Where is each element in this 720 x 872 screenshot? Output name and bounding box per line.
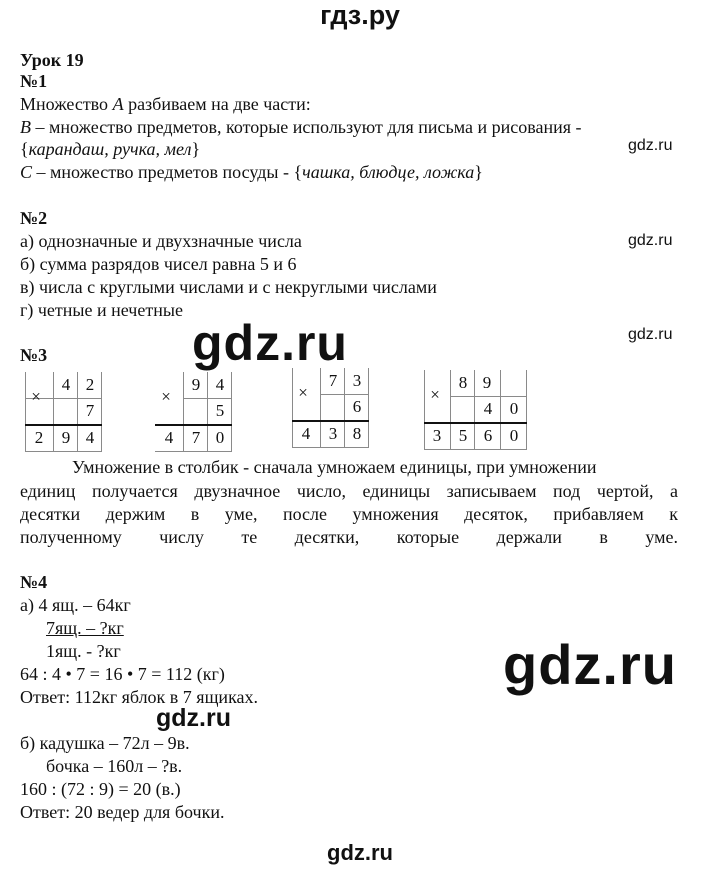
brace-close-2: } [474,162,483,182]
digit: 7 [328,371,338,390]
digit: 0 [509,426,519,445]
task2-item: в) числа с круглыми числами и с некруглыми числами [20,277,437,297]
task3-explanation-line3: десятки держим в уме, после умножения десяток, прибавляем к [20,504,678,524]
task1-line1-rest: разбиваем на две части: [128,94,311,114]
digit: 2 [85,375,95,394]
task1-line2-text: – множество предметов, которые используют для письма и рисования - [35,117,582,137]
site-title: гдз.ру [320,0,400,30]
digit: 2 [34,428,44,447]
task4b-solution: 160 : (72 : 9) = 20 (в.) [20,779,181,799]
digit: 9 [482,373,492,392]
digit: 9 [61,428,71,447]
task1-set-c: С [20,162,33,182]
watermark: gdz.ru [628,137,673,154]
task1-line3 [20,139,200,159]
digit: 4 [301,424,311,443]
brace-close: } [191,139,201,159]
digit: 4 [85,428,95,447]
digit: 4 [483,399,493,418]
task4b-line: б) кадушка – 72л – 9в. [20,733,190,753]
column-multiplication-4 [424,370,528,454]
multiply-sign: × [31,387,41,406]
multiply-sign: × [161,387,171,406]
lesson-title: Урок 19 [20,50,84,70]
watermark: gdz.ru [156,704,231,732]
digit: 4 [164,428,174,447]
task3-number: №3 [20,345,48,365]
task1-line1 [20,94,311,114]
digit: 6 [483,426,493,445]
task3-explanation-line2: единиц получается двузначное число, единицы записываем под чертой, а [20,481,678,501]
task4-number: №4 [20,572,48,592]
task1-line1-text: Множество [20,94,109,114]
column-multiplication-3 [292,368,372,452]
watermark: gdz.ru [192,315,348,371]
task1-set-b-items: карандаш, ручка, мел [28,139,192,159]
task4a-line: а) 4 ящ. – 64кг [20,595,131,615]
task1-set-b: В [20,117,31,137]
task2-item: б) сумма разрядов чисел равна 5 и 6 [20,254,297,274]
digit: 6 [352,397,362,416]
watermark: gdz.ru [628,232,673,249]
task4b-answer: Ответ: 20 ведер для бочки. [20,802,225,822]
multiply-sign: × [430,385,440,404]
task1-set-a: А [112,94,124,114]
digit: 9 [191,375,201,394]
watermark: gdz.ru [628,326,673,343]
task4a-solution: 64 : 4 • 7 = 16 • 7 = 112 (кг) [20,664,225,684]
task4a-line: 1ящ. - ?кг [46,641,121,661]
digit: 3 [328,424,338,443]
digit: 5 [215,401,225,420]
brace-open: { [20,139,29,159]
task1-number: №1 [20,71,48,91]
multiply-sign: × [298,383,308,402]
task3-explanation-line1: Умножение в столбик - сначала умножаем единицы, при умножении [72,457,597,477]
watermark: gdz.ru [327,840,393,865]
digit: 8 [458,373,468,392]
digit: 8 [352,424,362,443]
digit: 4 [61,375,71,394]
digit: 7 [85,401,95,420]
task1-line4 [20,162,483,182]
digit: 7 [191,428,201,447]
task4a-line: 7ящ. – ?кг [46,618,124,638]
task4a-answer: Ответ: 112кг яблок в 7 ящиках. [20,687,259,707]
watermark: gdz.ru [503,633,677,696]
digit: 3 [352,371,362,390]
task2-item: а) однозначные и двухзначные числа [20,231,302,251]
task2-number: №2 [20,208,48,228]
task4b-line: бочка – 160л – ?в. [46,756,183,776]
digit: 3 [432,426,442,445]
digit: 0 [509,399,519,418]
column-multiplication-1 [25,372,105,456]
digit: 5 [458,426,468,445]
digit: 0 [215,428,225,447]
task1-line4-text: – множество предметов посуды - { [36,162,303,182]
task3-explanation-line4: полученному числу те десятки, которые держали в уме. [20,527,678,547]
task2-item: г) четные и нечетные [20,300,183,320]
digit: 4 [215,375,225,394]
task1-line2 [20,117,582,137]
column-multiplication-2 [155,372,235,456]
task1-set-c-items: чашка, блюдце, ложка [302,162,475,182]
